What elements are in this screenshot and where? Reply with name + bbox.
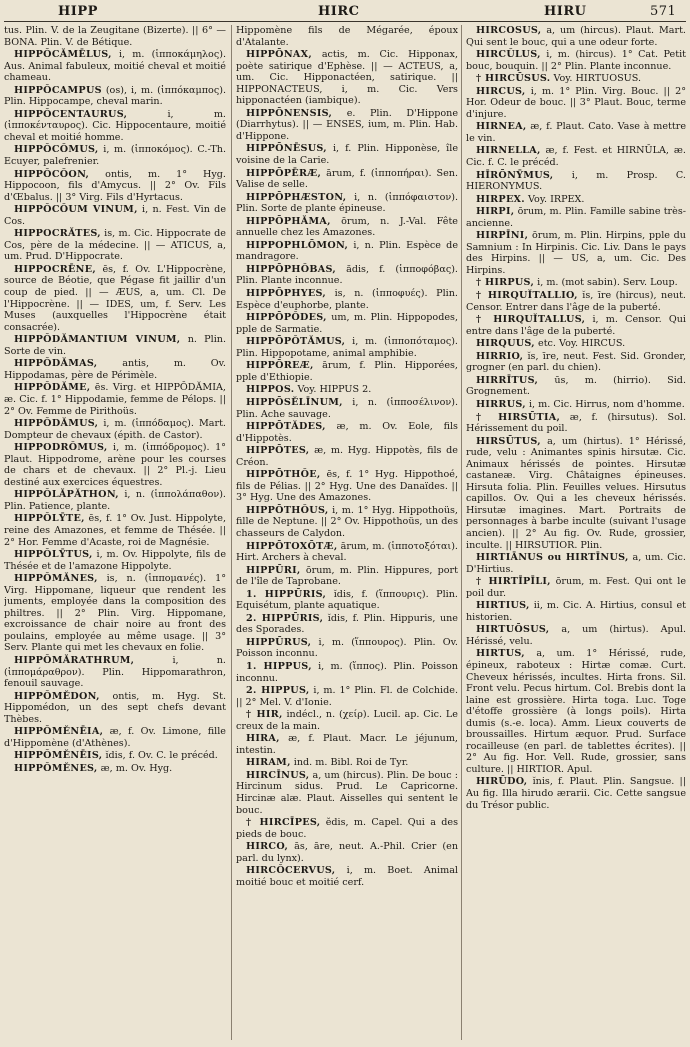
entry-headword: HIPPŎMĔDON, bbox=[14, 690, 100, 702]
entry-definition: n. Plin. Sorte de vin. bbox=[4, 334, 226, 357]
entry-headword: HĪRŌNȲMUS, bbox=[476, 169, 554, 181]
entry-definition: ĭdis, f. (ἵππουρις). Plin. Equisétum, plante aquatique. bbox=[236, 588, 458, 612]
entry-definition: Voy. HIRTUOSUS. bbox=[553, 73, 642, 85]
dictionary-entry bbox=[4, 513, 226, 548]
entry-headword: HIPPŎCŎON, bbox=[14, 168, 90, 180]
entry-definition: a, um (hircus). Plaut. Mart. Qui sent le bouc, qui a une odeur forte. bbox=[466, 25, 686, 48]
dictionary-entry bbox=[236, 384, 458, 396]
entry-headword: HIPPŌTOXŌTÆ, bbox=[246, 540, 338, 552]
dictionary-entry bbox=[466, 170, 686, 193]
entry-headword: HIPPŎCŎUM VINUM, bbox=[14, 204, 138, 216]
dictionary-entry bbox=[236, 613, 458, 636]
entry-definition: Voy. IRPEX. bbox=[528, 193, 585, 205]
entry-headword: HIRCŬLUS, bbox=[476, 49, 541, 61]
entry-definition: ind. m. Bibl. Roi de Tyr. bbox=[293, 757, 409, 769]
dictionary-entry bbox=[236, 817, 458, 840]
entry-headword: HIPPŌTES, bbox=[246, 445, 310, 457]
dictionary-entry bbox=[4, 358, 226, 381]
entry-headword: HIPPOS. bbox=[246, 384, 295, 396]
entry-headword: HIPPŪRI, bbox=[246, 564, 301, 576]
entry-headword: HIPPŌREÆ, bbox=[246, 360, 314, 372]
column-3 bbox=[466, 25, 686, 1043]
dictionary-entry bbox=[236, 505, 458, 540]
dictionary-entry bbox=[236, 770, 458, 816]
entry-headword: HIPPŎDĂMANTIUM VINUM, bbox=[14, 334, 181, 346]
entry-headword: HIRCŎCERVUS, bbox=[246, 865, 336, 877]
entry-definition: i, m. 1° Hyg. Hippothoüs, fille de Neptune. || 2° Ov. Hippothoüs, un des chasseurs de Calydon. bbox=[236, 504, 458, 539]
entry-definition: is, m. Cic. Hippocrate de Cos, père de la médecine. || — ATICUS, a, um. Prud. D'Hippocrate. bbox=[4, 228, 226, 263]
entry-definition: is, n. (ἱπποφυές). Plin. Espèce d'euphorbe, plante. bbox=[236, 288, 458, 311]
dictionary-entry bbox=[4, 442, 226, 488]
dictionary-entry bbox=[236, 312, 458, 335]
entry-definition: etc. Voy. HIRCUS. bbox=[538, 338, 626, 350]
dictionary-entry bbox=[4, 573, 226, 654]
dictionary-entry bbox=[236, 192, 458, 215]
entry-headword: HIRCUS, bbox=[476, 85, 526, 97]
entry-headword: HIPPŎCĂMĒLUS, bbox=[14, 49, 112, 61]
column-divider bbox=[461, 25, 462, 1040]
entry-definition: a, um (hirtus). Apul. Hérissé, velu. bbox=[466, 624, 686, 647]
entry-headword: † HIRTĪPĪLI, bbox=[476, 576, 551, 588]
entry-definition: i, m. (ἱπποκόμος). C.-Th. Ecuyer, palefrenier. bbox=[4, 144, 226, 168]
entry-definition: ēs, f. 1° Hyg. Hippothoé, fils de Pélias. || 2° Hyg. Une des Danaïdes. || 3° Hyg. Une des Amazones. bbox=[236, 469, 458, 504]
entry-definition: æ, f. Plaut. Cato. Vase à mettre le vin. bbox=[466, 121, 686, 144]
dictionary-entry bbox=[466, 576, 686, 599]
entry-headword: † HIRQUĬTALLUS, bbox=[476, 314, 586, 326]
entry-definition: ĭdis, f. Plin. Hippuris, une des Sporades. bbox=[236, 612, 458, 636]
entry-definition: a, um (hircus). Plin. De bouc : Hircinum sidus. Prud. Le Capricorne. Hircinæ alæ. Plaut. Aisselles qui sentent le bouc. bbox=[236, 769, 458, 816]
dictionary-entry bbox=[236, 589, 458, 612]
dictionary-entry bbox=[236, 336, 458, 359]
dictionary-entry bbox=[466, 338, 686, 350]
entry-headword: 1. HIPPUS, bbox=[246, 660, 312, 672]
entry-headword: HIPPŌNENSIS, bbox=[246, 107, 333, 119]
entry-headword: HIPPŎCENTAURUS, bbox=[14, 108, 128, 120]
entry-headword: HIRSŪTUS, bbox=[476, 435, 541, 447]
column-2 bbox=[236, 25, 458, 1043]
entry-headword: HIPPŪRUS, bbox=[246, 636, 312, 648]
dictionary-entry bbox=[4, 204, 226, 227]
entry-definition: i, n. (ἱππομάραθρον). Plin. Hippomarathron, fenouil sauvage. bbox=[4, 654, 226, 690]
entry-definition: ās, āre, neut. A.-Phil. Crier (en parl. du lynx). bbox=[236, 841, 458, 864]
entry-headword: HIPPŎLĂPĂTHON, bbox=[14, 489, 119, 501]
dictionary-entry bbox=[466, 277, 686, 289]
entry-definition: i, m. (ἵππος). Plin. Poisson inconnu. bbox=[236, 660, 458, 684]
entry-definition: i, m. Censor. Qui entre dans l'âge de la puberté. bbox=[466, 314, 686, 337]
entry-headword: HIPPŌPHŎBAS, bbox=[246, 263, 337, 275]
dictionary-entry bbox=[4, 228, 226, 263]
entry-definition: i, f. Plin. Hipponèse, île voisine de la Carie. bbox=[236, 143, 458, 167]
dictionary-entry bbox=[466, 25, 686, 48]
dictionary-entry bbox=[236, 469, 458, 504]
entry-definition: a, um. Cic. D'Hirtius. bbox=[466, 552, 686, 575]
dictionary-entry bbox=[466, 230, 686, 276]
entry-definition: ontis, m. Hyg. St. Hippomédon, un des sept chefs devant Thèbes. bbox=[4, 690, 226, 725]
entry-headword: HIRPĪNI, bbox=[476, 230, 529, 242]
dictionary-entry bbox=[4, 109, 226, 144]
dictionary-entry bbox=[236, 397, 458, 420]
entry-definition: i, n. (ἱππολάπαθον). Plin. Patience, plante. bbox=[4, 489, 226, 512]
entry-definition: ĕdis, m. Capel. Qui a des pieds de bouc. bbox=[236, 817, 458, 840]
entry-definition: ēs. Virg. et HIPPŎDĂMIA, æ. Cic. f. 1° Hippodamie, femme de Pélops. || 2° Ov. Femme de Pirithoüs. bbox=[4, 382, 226, 417]
dictionary-entry bbox=[4, 655, 226, 690]
dictionary-entry bbox=[236, 216, 458, 239]
entry-headword: HIPPŌPHÆSTON, bbox=[246, 191, 347, 203]
entry-headword: † HIRCŪSUS. bbox=[476, 73, 551, 85]
entry-definition: i, m. (ἱππόδαμος). Mart. Dompteur de chevaux (épith. de Castor). bbox=[4, 418, 226, 441]
entry-headword: HIPPOPHLŌMON, bbox=[246, 239, 349, 251]
entry-definition: ĭnis, f. Plaut. Plin. Sangsue. || Au fig. Illa hirudo ærarii. Cic. Cette sangsue du Trésor public. bbox=[466, 776, 686, 811]
dictionary-entry bbox=[466, 399, 686, 411]
entry-definition: i, m. (hircus). 1° Cat. Petit bouc, bouquin. || 2° Plin. Plante inconnue. bbox=[466, 49, 686, 72]
entry-definition: e. Plin. D'Hippone (Diarrhytus). || — ENSES, ium, m. Plin. Hab. d'Hippone. bbox=[236, 107, 458, 142]
dictionary-entry bbox=[236, 565, 458, 588]
dictionary-entry bbox=[236, 445, 458, 468]
dictionary-entry bbox=[4, 549, 226, 572]
entry-headword: HIPPŎCŎMUS, bbox=[14, 144, 99, 156]
entry-headword: HIRNEA, bbox=[476, 121, 527, 133]
entry-definition: ārum, m. (ἱπποτοξόται). Hirt. Archers à cheval. bbox=[236, 540, 458, 564]
entry-headword: HIPPŎCAMPUS bbox=[14, 84, 102, 96]
dictionary-entry bbox=[236, 661, 458, 684]
entry-headword: HIPPŌPĒRÆ, bbox=[246, 167, 322, 179]
entry-headword: HIPPŌPŎTĂMUS, bbox=[246, 336, 346, 348]
entry-definition: ōrum, m. Plin. Famille sabine très-ancienne. bbox=[466, 206, 686, 229]
dictionary-entry bbox=[466, 86, 686, 121]
entry-headword: HIPPŌSĔLĪNUM, bbox=[246, 396, 343, 408]
entry-definition: æ, m. Hyg. Hippotès, fils de Créon. bbox=[236, 445, 458, 468]
entry-definition: i, m. (ἵππουρος). Plin. Ov. Poisson inconnu. bbox=[236, 636, 458, 660]
entry-definition: actis, m. Cic. Hipponax, poète satirique d'Ephèse. || — ACTEUS, a, um. Cic. Hipponactéen, satirique. || HIPPONACTEUS, i, m. Cic. Vers hipponactéen (iambique). bbox=[236, 49, 458, 107]
dictionary-entry bbox=[236, 865, 458, 888]
entry-definition: ontis, m. 1° Hyg. Hippocoon, fils d'Amycus. || 2° Ov. Fils d'Œbalus. || 3° Virg. Fils d'Hyrtacus. bbox=[4, 168, 226, 203]
dictionary-entry bbox=[4, 334, 226, 357]
entry-headword: HIPPODRŎMUS, bbox=[14, 442, 108, 454]
dictionary-entry bbox=[236, 841, 458, 864]
dictionary-entry bbox=[466, 436, 686, 551]
dictionary-entry bbox=[466, 600, 686, 623]
dictionary-entry bbox=[4, 418, 226, 441]
dictionary-entry bbox=[466, 145, 686, 168]
entry-definition: i, n. Fest. Vin de Cos. bbox=[4, 204, 226, 227]
entry-definition: i, m. 1° Plin. Virg. Bouc. || 2° Hor. Odeur de bouc. || 3° Plaut. Bouc, terme d'injure. bbox=[466, 85, 686, 120]
entry-definition: æ, m. Ov. Eole, fils d'Hippotès. bbox=[236, 421, 458, 444]
entry-definition: Hippomène fils de Mégarée, époux d'Atalante. bbox=[236, 25, 458, 48]
dictionary-entry bbox=[466, 194, 686, 206]
entry-headword: HIPPŎMĔNĒIS, bbox=[14, 750, 103, 762]
entry-headword: † HIRQUĬTALLIO, bbox=[476, 290, 578, 302]
entry-definition: is, n. (ἱππομανές). 1° Virg. Hippomane, liqueur que rendent les juments, employée dans la composition des philtres. || 2° Plin. Virg. Hippomane, excroissance de chair noire au front des poulains, employée au même usage. || 3° Serv. Plante qui met les chevaux en folie. bbox=[4, 573, 226, 654]
entry-headword: HIRŪDO, bbox=[476, 776, 528, 788]
entry-headword: † HIRPUS, bbox=[476, 277, 535, 289]
dictionary-entry bbox=[4, 489, 226, 512]
dictionary-entry bbox=[4, 144, 226, 167]
dictionary-entry bbox=[4, 169, 226, 204]
entry-definition: (os), i, m. (ἱππόκαμπος). Plin. Hippocampe, cheval marin. bbox=[4, 84, 226, 108]
entry-headword: HIPPŎMĔNES, bbox=[14, 762, 98, 774]
header-center-guideword: HIRC bbox=[318, 4, 360, 19]
entry-headword: HIRAM, bbox=[246, 757, 291, 769]
entry-headword: HIPPŎDĂMAS, bbox=[14, 358, 98, 370]
entry-definition: i, m. (ἱππόδρομος). 1° Plaut. Hippodrome, arène pour les courses de chars et de chevaux. || 2° Pl.-j. Lieu destiné aux exercices équestres. bbox=[4, 442, 226, 488]
dictionary-entry bbox=[236, 733, 458, 756]
entry-headword: HIPPŌPHYES, bbox=[246, 288, 327, 300]
dictionary-entry bbox=[4, 25, 226, 48]
dictionary-entry bbox=[4, 382, 226, 417]
dictionary-entry bbox=[466, 49, 686, 72]
entry-headword: HIRNELLA, bbox=[476, 145, 541, 157]
entry-definition: i, m. (ἱπποκένταυρος). Cic. Hippocentaure, moitié cheval et moitié homme. bbox=[4, 108, 226, 143]
dictionary-entry bbox=[236, 49, 458, 107]
entry-headword: HIRTUŌSUS, bbox=[476, 624, 550, 636]
dictionary-entry bbox=[466, 206, 686, 229]
entry-headword: HIRTUS, bbox=[476, 648, 525, 660]
dictionary-entry bbox=[4, 750, 226, 762]
entry-definition: i, m. Cic. Hirrus, nom d'homme. bbox=[528, 398, 685, 410]
entry-headword: HIPPŌTHŎE, bbox=[246, 469, 321, 481]
entry-headword: HIPPŎLȲTUS, bbox=[14, 549, 93, 561]
entry-headword: HIPPŎDĂME, bbox=[14, 382, 91, 394]
entry-headword: HIPPOCRĒNE, bbox=[14, 263, 96, 275]
dictionary-entry bbox=[466, 624, 686, 647]
entry-headword: HIRRUS, bbox=[476, 398, 526, 410]
entry-definition: ōrum, n. J.-Val. Fête annuelle chez les Amazones. bbox=[236, 215, 458, 239]
dictionary-entry bbox=[466, 412, 686, 435]
dictionary-entry bbox=[466, 121, 686, 144]
entry-headword: HIRPI, bbox=[476, 206, 515, 218]
dictionary-entry bbox=[236, 108, 458, 143]
dictionary-entry bbox=[4, 726, 226, 749]
entry-definition: æ, f. (hirsutus). Sol. Hérissement du poil. bbox=[466, 411, 686, 435]
entry-definition: ēs, f. 1° Ov. Just. Hippolyte, reine des Amazones, et femme de Thésée. || 2° Hor. Femme d'Acaste, roi de Magnésie. bbox=[4, 513, 226, 548]
entry-headword: HIRA, bbox=[246, 733, 280, 745]
dictionary-entry bbox=[236, 264, 458, 287]
dictionary-entry bbox=[466, 73, 686, 85]
entry-definition: i, m. (ἱπποκάμηλος). Aus. Animal fabuleux, moitié cheval et moitié chameau. bbox=[4, 49, 226, 84]
entry-headword: HIRCŌSUS, bbox=[476, 25, 542, 36]
entry-definition: um, m. Plin. Hippopodes, pple de Sarmatie. bbox=[236, 312, 458, 335]
header-rule bbox=[4, 21, 686, 22]
entry-headword: HIPPŎMĔNĒIA, bbox=[14, 726, 104, 738]
entry-definition: i, m. Prosp. C. HIERONYMUS. bbox=[466, 169, 686, 193]
entry-headword: HIPPŎMĂRATHRUM, bbox=[14, 654, 135, 666]
dictionary-entry bbox=[236, 143, 458, 166]
entry-headword: HIPPŎLȲTE, bbox=[14, 513, 85, 525]
entry-definition: ūs, m. (hirrio). Sid. Grognement. bbox=[466, 374, 686, 398]
header-left-guideword: HIPP bbox=[58, 4, 98, 19]
entry-definition: ōrum, m. Fest. Qui ont le poil dur. bbox=[466, 576, 686, 599]
dictionary-entry bbox=[236, 637, 458, 660]
dictionary-entry bbox=[466, 290, 686, 313]
entry-definition: tus. Plin. V. de la Zeugitane (Bizerte). || 6° — BONA. Plin. V. de Bétique. bbox=[4, 25, 226, 48]
entry-headword: HIPPOCRĂTES, bbox=[14, 228, 101, 240]
entry-headword: HIRCO, bbox=[246, 841, 289, 853]
entry-definition: a, um. 1° Hérissé, rude, épineux, raboteux : Hirtæ comæ. Curt. Cheveux hérissés, incultes. Hirta frons. Sil. Front velu. Pecus hirtum. Col. Brebis dont la laine est grossière. Hirta toga. Luc. Toge d'étoffe grossière (à longs poils). Hirta dumis (s.-e. loca). Amm. Lieux couverts de broussailles. Hirtum æquor. Prud. Surface rocailleuse (en parl. de tablettes écrites). || 2° Au fig. Hor. Vell. Rude, grossier, sans culture. || HIRTIOR. Apul. bbox=[466, 648, 686, 775]
entry-definition: ōrum, m. Plin. Hippures, port de l'île de Taprobane. bbox=[236, 564, 458, 588]
entry-definition: i, m. Boet. Animal moitié bouc et moitié cerf. bbox=[236, 865, 458, 888]
dictionary-entry bbox=[236, 685, 458, 708]
dictionary-entry bbox=[236, 240, 458, 263]
entry-headword: HIRPEX. bbox=[476, 193, 525, 205]
entry-headword: HIPPŌNAX, bbox=[246, 49, 313, 61]
dictionary-entry bbox=[466, 648, 686, 775]
dictionary-entry bbox=[236, 288, 458, 311]
dictionary-entry bbox=[236, 421, 458, 444]
header-right-guideword: HIRU bbox=[544, 4, 587, 19]
dictionary-entry bbox=[466, 552, 686, 575]
dictionary-entry bbox=[4, 763, 226, 775]
entry-definition: i, m. (ἱπποπόταμος). Plin. Hippopotame, animal amphibie. bbox=[236, 336, 458, 359]
entry-headword: HIRRIO, bbox=[476, 350, 524, 362]
dictionary-entry bbox=[4, 264, 226, 333]
entry-headword: HIRTIUS, bbox=[476, 600, 530, 612]
entry-definition: indécl., n. (χείρ). Lucil. ap. Cic. Le creux de la main. bbox=[236, 709, 458, 732]
entry-definition: ōrum, m. Plin. Hirpins, pple du Samnium : In Hirpinis. Cic. Liv. Dans le pays des Hirpins. || — US, a, um. Cic. Des Hirpins. bbox=[466, 230, 686, 276]
entry-definition: antis, m. Ov. Hippodamas, père de Périmèle. bbox=[4, 358, 226, 381]
dictionary-entry bbox=[236, 541, 458, 564]
dictionary-entry bbox=[236, 360, 458, 383]
entry-headword: HIPPŌTĂDES, bbox=[246, 421, 326, 433]
dictionary-entry bbox=[4, 49, 226, 84]
entry-headword: HIRTIĀNUS ou HIRTĪNUS, bbox=[476, 552, 629, 564]
entry-definition: ĭs, īre, neut. Fest. Sid. Gronder, grogner (en parl. du chien). bbox=[466, 350, 686, 374]
entry-headword: HIPPŌNĒSUS, bbox=[246, 143, 327, 155]
entry-headword: † HIR, bbox=[246, 709, 283, 721]
entry-headword: 1. HIPPŪRIS, bbox=[246, 588, 327, 600]
entry-definition: ēs, f. Ov. L'Hippocrène, source de Béotie, que Pégase fit jaillir d'un coup de pied. || — ÆUS, a, um. Cl. De l'Hippocrène. || — IDES, um, f. Serv. Les Muses (auxquelles l'Hippocrène était consacrée). bbox=[4, 263, 226, 333]
dictionary-entry bbox=[236, 757, 458, 769]
entry-definition: ii, m. Cic. A. Hirtius, consul et historien. bbox=[466, 600, 686, 623]
dictionary-entry bbox=[236, 709, 458, 732]
dictionary-entry bbox=[466, 776, 686, 811]
entry-definition: i, n. (ἱπποσέλινον). Plin. Ache sauvage. bbox=[236, 396, 458, 420]
entry-headword: HIPPŌTHŎUS, bbox=[246, 504, 329, 516]
entry-definition: ārum, f. Plin. Hipporées, pple d'Ethiopie. bbox=[236, 360, 458, 383]
running-header bbox=[0, 0, 690, 22]
entry-headword: HIPPŌPHĂMA, bbox=[246, 215, 331, 227]
entry-headword: † HIRSŪTIA, bbox=[476, 411, 561, 423]
column-divider bbox=[231, 25, 232, 1040]
entry-headword: HIPPŎDĂMUS, bbox=[14, 418, 99, 430]
entry-definition: Voy. HIPPUS 2. bbox=[297, 384, 372, 396]
entry-headword: HIRRĪTUS, bbox=[476, 374, 539, 386]
entry-definition: i, m. Ov. Hippolyte, fils de Thésée et de l'amazone Hippolyte. bbox=[4, 549, 226, 572]
entry-definition: ārum, f. (ἱπποπήραι). Sen. Valise de selle. bbox=[236, 167, 458, 191]
entry-definition: a, um (hirtus). 1° Hérissé, rude, velu : Animantes spinis hirsutæ. Cic. Animaux hérissés de pointes. Hirsutæ castaneæ. Virg. Châtaignes épineuses. Hirsuta folia. Plin. Feuilles velues. Hirsutus capillos. Ov. Qui a les cheveux hérissés. Hirsutæ imagines. Mart. Portraits de personnages à barbe inculte (suivant l'usage ancien). || 2° Au fig. Ov. Rude, grossier, inculte. || HIRSUTIOR. Plin. bbox=[466, 435, 686, 551]
entry-definition: i, m. 1° Plin. Fl. de Colchide. || 2° Mel. V. d'Ionie. bbox=[236, 685, 458, 708]
dictionary-entry bbox=[466, 314, 686, 337]
entry-definition: ădis, f. (ἱπποφόβας). Plin. Plante inconnue. bbox=[236, 263, 458, 287]
entry-headword: HIRQUUS, bbox=[476, 338, 535, 350]
page-number: 571 bbox=[650, 4, 677, 19]
entry-definition: i, n. (ἱππόφαιστον). Plin. Sorte de plante épineuse. bbox=[236, 191, 458, 215]
entry-definition: æ, f. Fest. et HIRNŬLA, æ. Cic. f. C. le précéd. bbox=[466, 145, 686, 169]
dictionary-entry bbox=[4, 85, 226, 108]
column-1 bbox=[4, 25, 226, 1043]
entry-definition: æ, m. Ov. Hyg. bbox=[100, 762, 173, 774]
dictionary-entry bbox=[4, 691, 226, 726]
entry-definition: æ, f. Plaut. Macr. Le jéjunum, intestin. bbox=[236, 733, 458, 756]
entry-headword: 2. HIPPŪRIS, bbox=[246, 612, 324, 624]
entry-definition: i, n. Plin. Espèce de mandragore. bbox=[236, 239, 458, 263]
entry-definition: ĭdis, f. Ov. C. le précéd. bbox=[105, 750, 218, 762]
entry-headword: HIPPŌPŎDES, bbox=[246, 312, 327, 324]
entry-headword: HIPPŎMĂNES, bbox=[14, 573, 98, 585]
entry-definition: æ, f. Ov. Limone, fille d'Hippomène (d'Athènes). bbox=[4, 726, 226, 749]
entry-definition: i, m. (mot sabin). Serv. Loup. bbox=[537, 277, 678, 289]
entry-headword: 2. HIPPUS, bbox=[246, 685, 310, 697]
dictionary-entry bbox=[466, 375, 686, 398]
entry-headword: HIRCĪNUS, bbox=[246, 769, 310, 781]
dictionary-entry bbox=[236, 168, 458, 191]
entry-headword: † HIRCĪPES, bbox=[246, 817, 321, 829]
dictionary-entry bbox=[466, 351, 686, 374]
dictionary-entry bbox=[236, 25, 458, 48]
entry-definition: ĭs, īre (hircus), neut. Censor. Entrer dans l'âge de la puberté. bbox=[466, 290, 686, 313]
